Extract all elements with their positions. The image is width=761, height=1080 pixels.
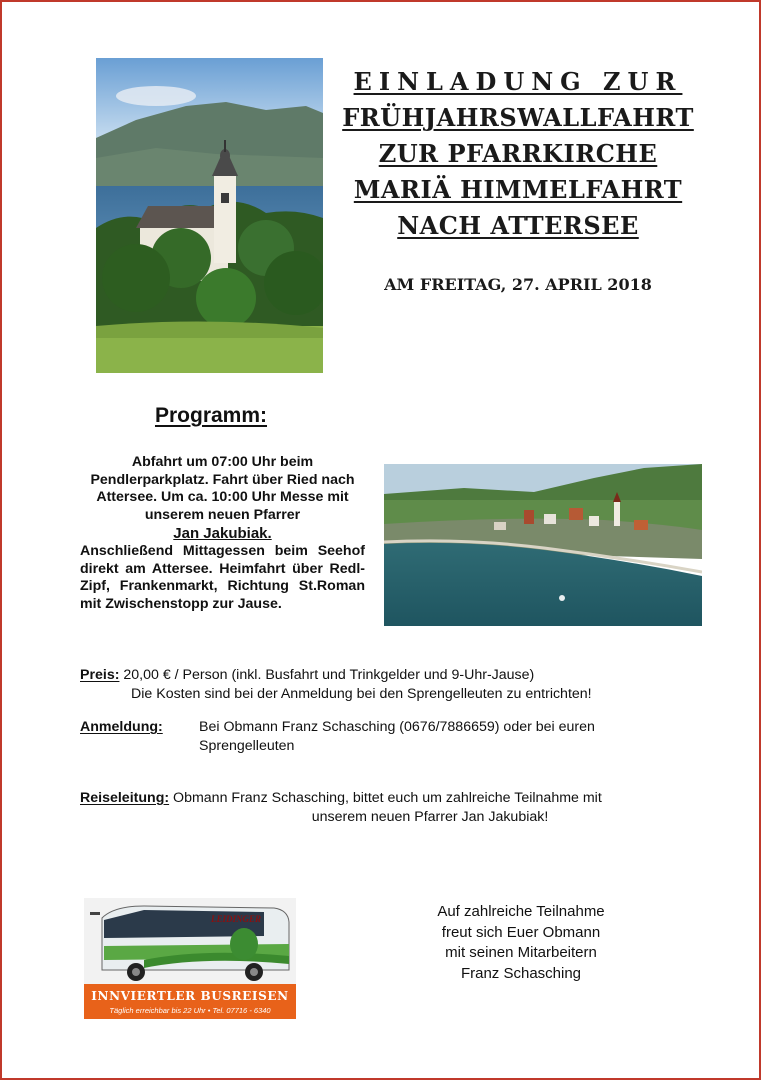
- registration-line-1: Bei Obmann Franz Schasching (0676/7886659) oder bei euren: [199, 719, 595, 735]
- price-label: Preis:: [80, 667, 120, 683]
- closing-greeting: [394, 902, 648, 984]
- title-line-2: FRÜHJAHRSWALLFAHRT: [342, 103, 694, 132]
- price-section: [80, 666, 700, 704]
- bus-company-name: INNVIERTLER BUSREISEN: [91, 989, 289, 1003]
- village-photo: [384, 464, 702, 626]
- attersee-village-image: [384, 464, 702, 626]
- program-intro: Abfahrt um 07:00 Uhr beim Pendlerparkplatz. Fahrt über Ried nach Attersee. Um ca. 10:00 Uhr Messe mit unserem neuen Pfarrer: [90, 454, 355, 523]
- event-date: AM FREITAG, 27. APRIL 2018: [384, 275, 652, 294]
- title-line-1: EINLADUNG ZUR: [353, 67, 683, 96]
- registration-label: Anmeldung:: [80, 719, 163, 735]
- church-lake-image: [96, 58, 323, 373]
- closing-line-4: Franz Schasching: [460, 964, 582, 982]
- pastor-name: Jan Jakubiak.: [173, 525, 272, 543]
- price-line-1: 20,00 € / Person (inkl. Busfahrt und Trinkgelder und 9-Uhr-Jause): [123, 667, 535, 683]
- title-line-3: ZUR PFARRKIRCHE: [378, 139, 658, 168]
- tour-lead-line-1: Obmann Franz Schasching, bittet euch um zahlreiche Teilnahme mit: [173, 790, 602, 806]
- registration-line-2: Sprengelleuten: [199, 738, 295, 754]
- tour-lead-line-2: unserem neuen Pfarrer Jan Jakubiak!: [311, 809, 549, 825]
- closing-line-1: Auf zahlreiche Teilnahme: [437, 903, 605, 920]
- program-description: [80, 454, 365, 613]
- registration-section: [80, 718, 700, 756]
- tour-lead-section: [80, 789, 700, 827]
- closing-line-2: freut sich Euer Obmann: [441, 923, 601, 941]
- tour-lead-label: Reiseleitung:: [80, 790, 170, 806]
- closing-line-3: mit seinen Mitarbeitern: [445, 944, 597, 961]
- church-photo: [96, 58, 323, 373]
- title-line-4: MARIÄ HIMMELFAHRT: [353, 175, 683, 204]
- bus-company-ad: [84, 898, 296, 1019]
- bus-company-tagline: Täglich erreichbar bis 22 Uhr • Tel. 07716 - 6340: [109, 1006, 271, 1015]
- title-line-5: NACH ATTERSEE: [397, 211, 639, 240]
- invitation-title: [340, 64, 696, 244]
- program-details: Anschließend Mittagessen beim Seehof direkt am Attersee. Heimfahrt über Redl-Zipf, Frankenmarkt, Richtung St.Roman mit Zwischenstopp zur Jause.: [80, 542, 365, 612]
- price-line-2: Die Kosten sind bei der Anmeldung bei den Sprengelleuten zu entrichten!: [131, 686, 592, 702]
- bus-brand: LEIDINGER: [210, 914, 261, 924]
- program-heading: Programm:: [154, 404, 268, 427]
